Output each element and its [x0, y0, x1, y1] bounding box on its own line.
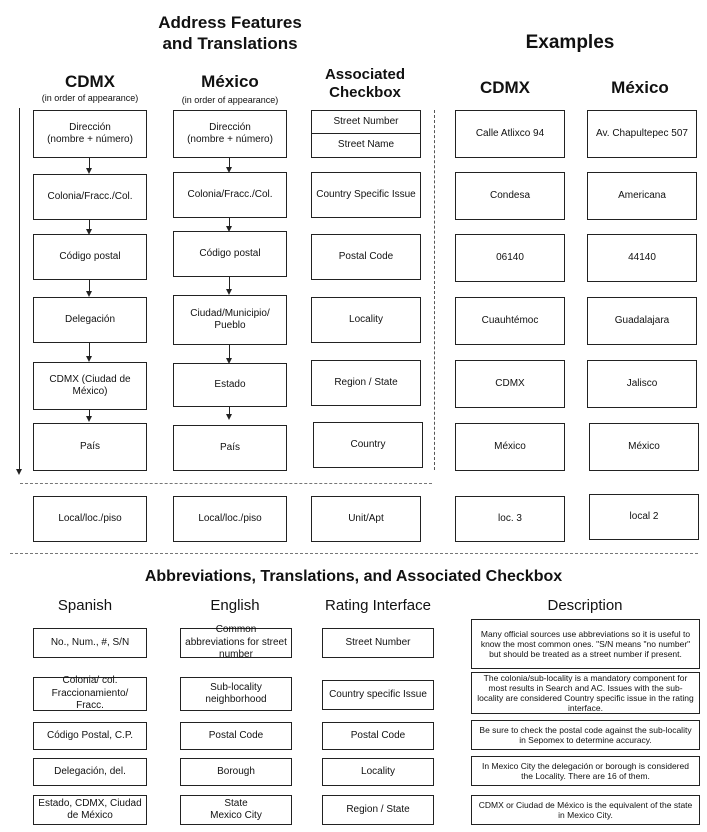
unit-mexico: Local/loc./piso [173, 496, 287, 542]
checkbox-country-specific: Country Specific Issue [311, 172, 421, 218]
arrow-down-icon [229, 407, 230, 415]
cdmx-box-postal: Código postal [33, 234, 147, 280]
cdmx-column-title: CDMX [64, 72, 116, 91]
abbrev-row-1-english: Common abbreviations for street number [180, 628, 292, 658]
example-cdmx-colonia: Condesa [455, 172, 565, 220]
mexico-box-city: Ciudad/Municipio/ Pueblo [173, 295, 287, 345]
checkbox-street-number: Street Number [311, 110, 421, 134]
checkbox-postal-code: Postal Code [311, 234, 421, 280]
abbreviations-title: Abbreviations, Translations, and Associated Checkbox [144, 568, 563, 585]
abbrev-row-5-spanish: Estado, CDMX, Ciudad de México [33, 795, 147, 825]
main-title-line2: and Translations [162, 34, 298, 53]
abbrev-row-2-description: The colonia/sub-locality is a mandatory component for most results in Search and AC. Issues with the sub-locality are considered Country specific issue in the rating interface. [471, 672, 700, 714]
abbrev-row-5-description: CDMX or Ciudad de México is the equivalent of the state in Mexico City. [471, 795, 700, 825]
mexico-box-colonia: Colonia/Fracc./Col. [173, 172, 287, 218]
abbrev-row-2-rating: Country specific Issue [322, 680, 434, 710]
examples-mexico-title: México [611, 78, 669, 97]
example-cdmx-country: México [455, 423, 565, 471]
checkbox-country: Country [313, 422, 423, 468]
abbrev-row-1-description: Many official sources use abbreviations so it is useful to know the most common ones. "S/N means "no number" but should be treated as a street number if present. [471, 619, 700, 669]
checkbox-locality: Locality [311, 297, 421, 343]
order-arrow-icon [19, 108, 20, 470]
example-mexico-colonia: Americana [587, 172, 697, 220]
associated-checkbox-title [305, 66, 425, 102]
example-cdmx-postal: 06140 [455, 234, 565, 282]
abbrev-row-3-description: Be sure to check the postal code against the sub-locality in Sepomex to determine accuracy. [471, 720, 700, 750]
mexico-box-address: Dirección (nombre + número) [173, 110, 287, 158]
unit-cdmx: Local/loc./piso [33, 496, 147, 542]
cdmx-box-delegacion: Delegación [33, 297, 147, 343]
header-description: Description [547, 597, 623, 614]
abbrev-row-3-rating: Postal Code [322, 722, 434, 750]
arrow-down-icon [89, 410, 90, 417]
abbrev-row-1-rating: Street Number [322, 628, 434, 658]
abbrev-row-2-spanish: Colonia/ col. Fraccionamiento/ Fracc. [33, 677, 147, 711]
cdmx-box-country: País [33, 423, 147, 471]
arrow-down-icon [89, 220, 90, 230]
cdmx-column-subtitle: (in order of appearance) [41, 93, 139, 103]
main-title-line1: Address Features [158, 13, 302, 32]
checkbox-street-name: Street Name [311, 133, 421, 158]
abbrev-row-5-rating: Region / State [322, 795, 434, 825]
abbrev-row-2-english: Sub-locality neighborhood [180, 677, 292, 711]
mexico-box-estado: Estado [173, 363, 287, 407]
abbrev-row-3-english: Postal Code [180, 722, 292, 750]
arrow-down-icon [229, 277, 230, 290]
unit-checkbox: Unit/Apt [311, 496, 421, 542]
abbrev-row-4-description: In Mexico City the delegación or borough is considered the Locality. There are 16 of them. [471, 756, 700, 786]
abbrev-row-1-spanish: No., Num., #, S/N [33, 628, 147, 658]
arrow-down-icon [229, 158, 230, 168]
example-cdmx-address: Calle Atlixco 94 [455, 110, 565, 158]
abbrev-row-4-rating: Locality [322, 758, 434, 786]
abbrev-row-5-english: State Mexico City [180, 795, 292, 825]
header-rating: Rating Interface [325, 597, 431, 614]
mexico-column-subtitle: (in order of appearance) [181, 95, 279, 105]
abbrev-row-4-spanish: Delegación, del. [33, 758, 147, 786]
example-mexico-city: Guadalajara [587, 297, 697, 345]
section-divider [10, 553, 698, 554]
example-cdmx-delegacion: Cuauhtémoc [455, 297, 565, 345]
abbrev-row-3-spanish: Código Postal, C.P. [33, 722, 147, 750]
arrow-down-icon [89, 280, 90, 292]
examples-title: Examples [525, 32, 615, 53]
examples-cdmx-title: CDMX [479, 78, 531, 97]
cdmx-box-state: CDMX (Ciudad de México) [33, 362, 147, 410]
unit-row-divider [20, 483, 432, 484]
example-cdmx-state: CDMX [455, 360, 565, 408]
header-english: English [210, 597, 260, 614]
example-mexico-state: Jalisco [587, 360, 697, 408]
abbrev-row-4-english: Borough [180, 758, 292, 786]
example-mexico-address: Av. Chapultepec 507 [587, 110, 697, 158]
unit-example-mexico: local 2 [589, 494, 699, 540]
checkbox-region-state: Region / State [311, 360, 421, 406]
associated-title-line2: Checkbox [329, 84, 401, 101]
arrow-down-icon [229, 345, 230, 359]
unit-example-cdmx: loc. 3 [455, 496, 565, 542]
example-mexico-postal: 44140 [587, 234, 697, 282]
associated-title-line1: Associated [324, 66, 406, 83]
arrow-down-icon [229, 218, 230, 227]
arrow-down-icon [89, 343, 90, 357]
main-title [130, 12, 330, 54]
cdmx-box-address: Dirección (nombre + número) [33, 110, 147, 158]
examples-divider [434, 110, 435, 470]
example-mexico-country: México [589, 423, 699, 471]
mexico-box-country: País [173, 425, 287, 471]
mexico-column-title: México [201, 72, 259, 91]
header-spanish: Spanish [57, 597, 113, 614]
arrow-down-icon [89, 158, 90, 169]
cdmx-box-colonia: Colonia/Fracc./Col. [33, 174, 147, 220]
mexico-box-postal: Código postal [173, 231, 287, 277]
